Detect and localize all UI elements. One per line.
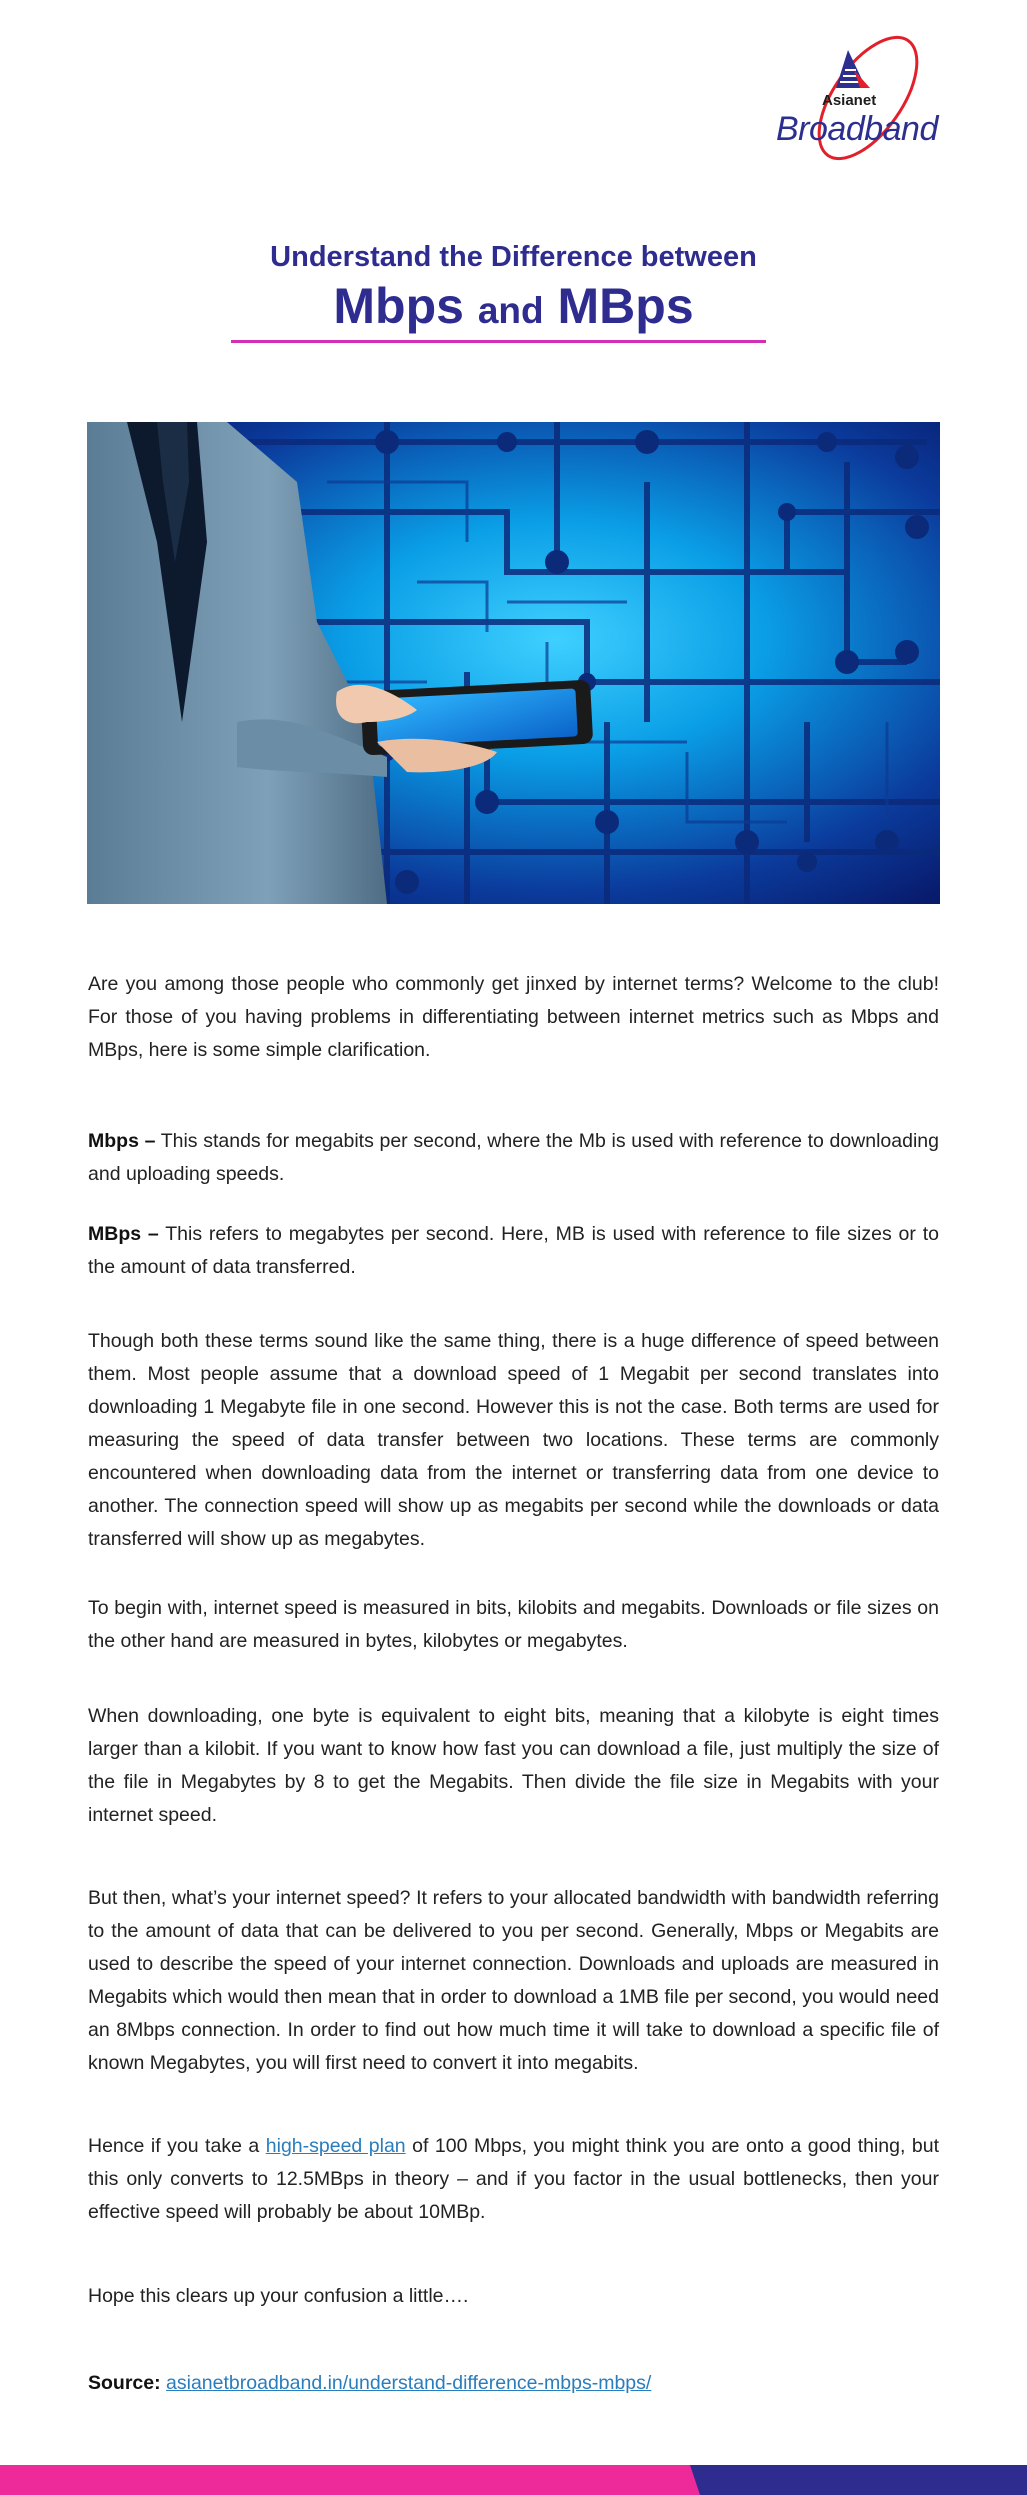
footer-bar [0, 2465, 1027, 2495]
title-term-MBps: MBps [557, 278, 694, 334]
high-speed-plan-link[interactable]: high-speed plan [265, 2135, 406, 2157]
plan-text-pre: Hence if you take a [88, 2135, 266, 2157]
asianet-broadband-logo[interactable] [770, 30, 940, 170]
closing-paragraph: Hope this clears up your confusion a little…. [88, 2285, 469, 2307]
source-label: Source: [88, 2372, 161, 2394]
source-link[interactable]: asianetbroadband.in/understand-difference-mbps-mbps/ [166, 2372, 652, 2394]
MBps-text: This refers to megabytes per second. Here, MB is used with reference to file sizes or to the amount of data transferred. [88, 1223, 939, 1278]
title-term-mbps: Mbps [333, 278, 464, 334]
MBps-term: MBps – [88, 1223, 159, 1245]
title-underline [231, 340, 766, 343]
hero-image [87, 422, 940, 904]
logo-asianet-text: Asianet [822, 92, 877, 109]
footer-pink-stripe [0, 2465, 700, 2495]
title-and: and [477, 290, 544, 331]
speed-plan-paragraph [88, 2130, 939, 2229]
logo-broadband-text: Broadband [776, 110, 938, 148]
mbps-text: This stands for megabits per second, where the Mb is used with reference to downloading and uploading speeds. [88, 1130, 939, 1185]
measurement-paragraph: To begin with, internet speed is measured in bits, kilobits and megabits. Downloads or file sizes on the other hand are measured in bytes, kilobytes or megabytes. [88, 1597, 939, 1652]
source-line [88, 2367, 939, 2400]
mbps-term: Mbps – [88, 1130, 156, 1152]
tablet-circuit-illustration-icon [87, 422, 940, 904]
internet-speed-paragraph: But then, what’s your internet speed? It refers to your allocated bandwidth with bandwidth referring to the amount of data that can be delivered to you per second. Generally, Mbps or Megabits are used to describe the speed of your internet connection. Downloads and uploads are measured in Megabits which would then mean that in order to download a 1MB file per second, you would need an 8Mbps connection. In order to find out how much time it will take to download a specific file of known Megabytes, you will first need to convert it into megabits. [88, 1887, 939, 2074]
mbps-definition [88, 1125, 939, 1191]
intro-paragraph: Are you among those people who commonly get jinxed by internet terms? Welcome to the club! For those of you having problems in differentiating between internet metrics such as Mbps and MBps, here is some simple clarification. [88, 973, 939, 1061]
title-line-1: Understand the Difference between [270, 241, 757, 273]
MBps-definition [88, 1218, 939, 1284]
title-line-2 [0, 278, 1027, 339]
plan-text-post: of 100 Mbps, you might think you are onto a good thing, but this only converts to 12.5MBps in theory – and if you factor in the usual bottlenecks, then your effective speed will probably be about 10MBp. [88, 2135, 940, 2223]
page-title [0, 238, 1027, 339]
difference-paragraph: Though both these terms sound like the same thing, there is a huge difference of speed between them. Most people assume that a download speed of 1 Megabit per second translates into downloading 1 Megabyte file in one second. However this is not the case. Both terms are used for measuring the speed of data transfer between two locations. These terms are commonly encountered when downloading data from the internet or transferring data from one device to another. The connection speed will show up as megabits per second while the downloads or data transferred will show up as megabytes. [88, 1330, 939, 1550]
conversion-paragraph: When downloading, one byte is equivalent to eight bits, meaning that a kilobyte is eight times larger than a kilobit. If you want to know how fast you can download a file, just multiply the size of the file in Megabytes by 8 to get the Megabits. Then divide the file size in Megabits with your internet speed. [88, 1705, 939, 1826]
